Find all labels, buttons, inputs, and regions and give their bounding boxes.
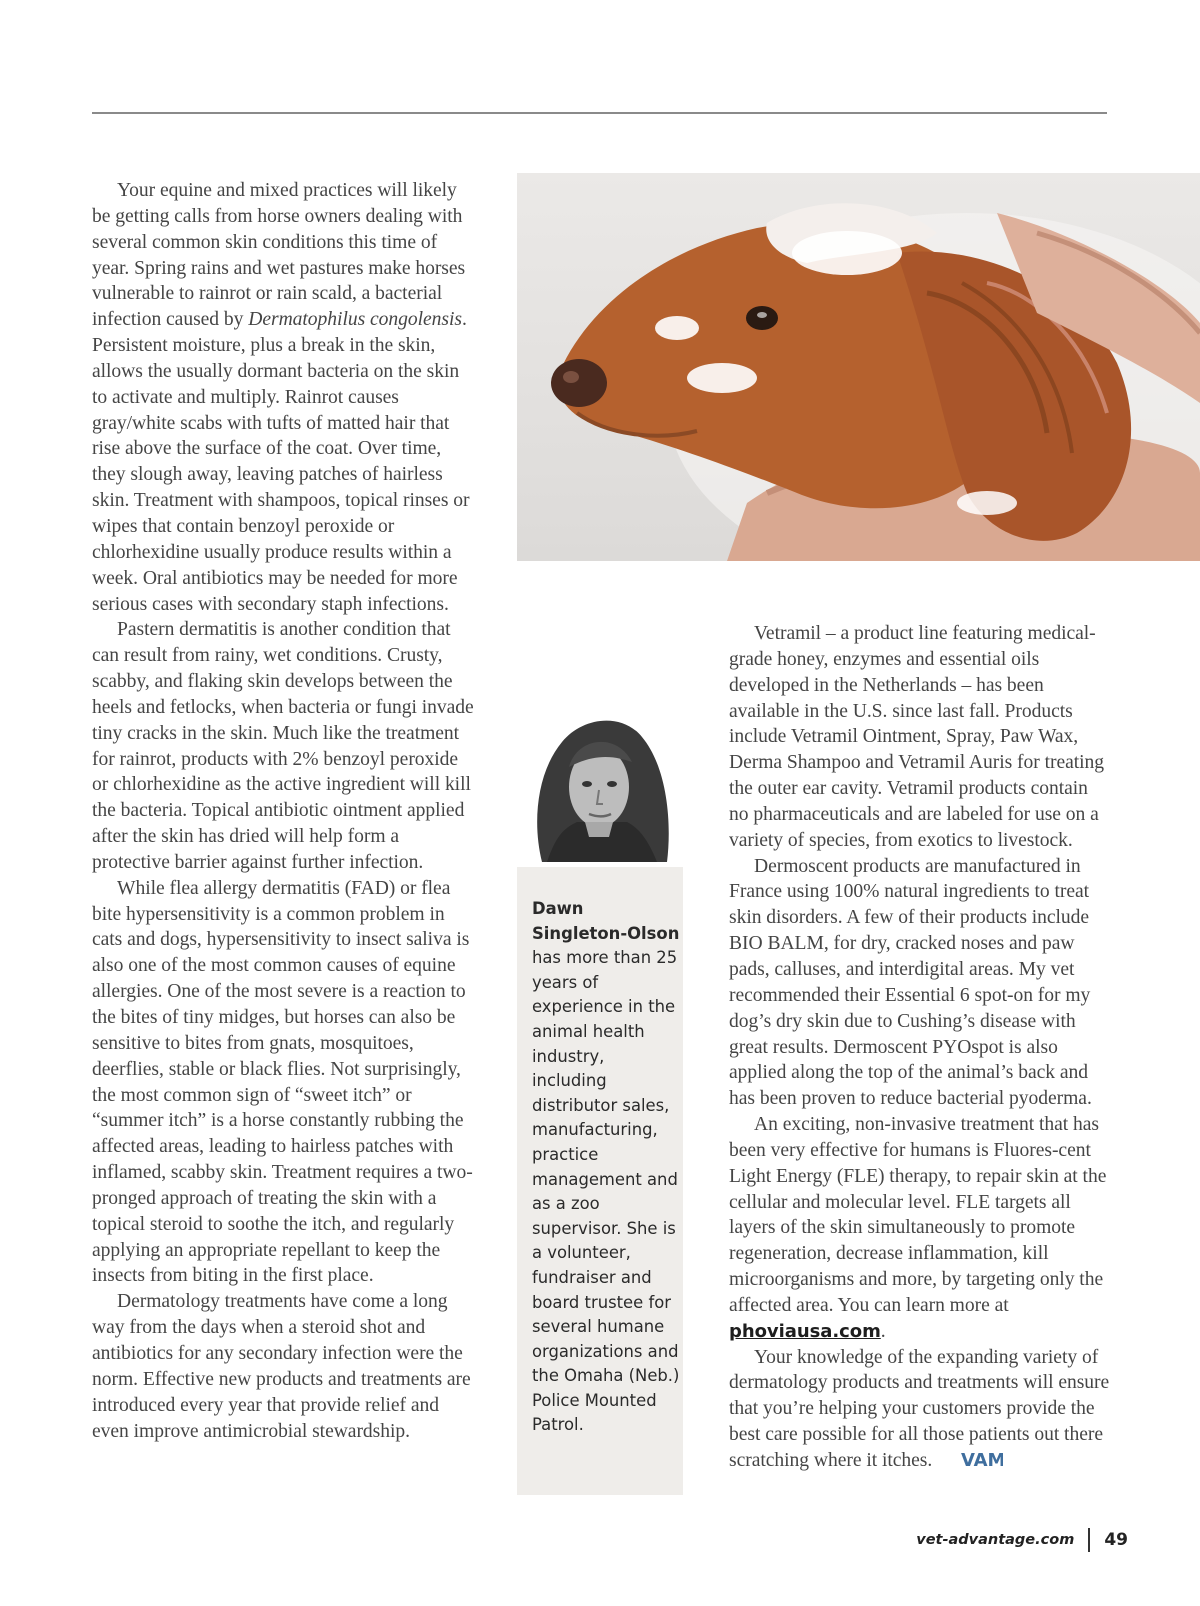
paragraph-vetramil: Vetramil – a product line featuring medical-grade honey, enzymes and essential oils developed in the Netherlands – has been available in the U.S. since last fall. Products include Vetramil Ointment, Spray, Paw Wax, Derma Shampoo and Vetramil Auris for treating the outer ear cavity. Vetramil products contain no pharmaceuticals and are labeled for use on a variety of species, from exotics to livestock. (729, 623, 1105, 851)
footer-site-url[interactable]: vet-advantage.com (916, 1532, 1075, 1548)
vam-end-logo (936, 1450, 1003, 1476)
bacteria-name-italic: Dermatophilus congolensis (248, 309, 462, 331)
paragraph-conclusion: Your knowledge of the expanding variety of dermatology products and treatments will ensure that you’re helping your customers provide the best care possible for all those patients out there scratching where it itches. VAM (729, 1345, 1111, 1476)
author-bio-text: has more than 25 years of experience in the animal health industry, including distributor sales, manufacturing, practice management and as a zoo supervisor. She is a volunteer, fundraiser and board trustee for several humane organizations and the Omaha (Neb.) Police Mounted Patrol. (532, 948, 680, 1435)
article-right-column (729, 621, 1111, 1476)
paragraph-pastern-dermatitis: Pastern dermatitis is another condition that can result from rainy, wet conditions. Crusty, scabby, and flaking skin develops between the heels and fetlocks, when bacteria or fungi invade tiny cracks in the skin. Much like the treatment for rainrot, products with 2% benzoyl peroxide or chlorhexidine as the active ingredient will kill the bacteria. Topical antibiotic ointment applied after the skin has dried will help form a protective barrier against further infection. (92, 619, 474, 873)
footer-divider (1088, 1528, 1090, 1552)
author-name: Dawn Singleton-Olson (532, 899, 680, 943)
author-headshot (517, 712, 680, 862)
article-left-column (92, 178, 474, 1444)
paragraph-fle-therapy: An exciting, non-invasive treatment that has been very effective for humans is Fluores-cent Light Energy (FLE) therapy, to repair skin at the cellular and molecular level. FLE targets all layers of the skin simultaneously to promote regeneration, decrease inflammation, kill microorganisms and more, by targeting only the affected area. You can learn more at phoviausa.com. (729, 1114, 1107, 1342)
phovia-link[interactable]: phoviausa.com (729, 1320, 881, 1342)
paragraph-rainrot: Your equine and mixed practices will likely be getting calls from horse owners dealing with several common skin conditions this time of year. Spring rains and wet pastures make horses vulnerable to rainrot or rain scald, a bacterial infection caused by Dermatophilus congolensis. Persistent moisture, plus a break in the skin, allows the usually dormant bacteria on the skin to activate and multiply. Rainrot causes gray/white scabs with tufts of matted hair that rise above the surface of the coat. Over time, they slough away, leaving patches of hairless skin. Treatment with shampoos, topical rinses or wipes that contain benzoyl peroxide or chlorhexidine usually produce results within a week. Oral antibiotics may be needed for more serious cases with secondary staph infections. (92, 180, 470, 615)
author-bio-box (517, 867, 683, 1495)
paragraph-dermoscent: Dermoscent products are manufactured in France using 100% natural ingredients to treat skin disorders. A few of their products include BIO BALM, for dry, cracked noses and paw pads, calluses, and interdigital areas. My vet recommended their Essential 6 spot-on for my dog’s dry skin due to Cushing’s disease with great results. Dermoscent PYOspot is also applied along the top of the animal’s back and has been proven to reduce bacterial pyoderma. (729, 855, 1092, 1110)
author-portrait-illustration (517, 712, 680, 862)
page-footer (916, 1527, 1128, 1553)
page-number: 49 (1104, 1530, 1128, 1550)
paragraph-dermatology-treatments: Dermatology treatments have come a long way from the days when a steroid shot and antibiotics for any secondary infection were the norm. Effective new products and treatments are introduced every year that provide relief and even improve antimicrobial stewardship. (92, 1291, 471, 1442)
vam-logo-text: VAM (961, 1450, 1004, 1468)
top-divider-rule (92, 112, 1107, 114)
dog-bath-illustration (517, 173, 1200, 561)
paragraph-insect-hypersensitivity: While flea allergy dermatitis (FAD) or flea bite hypersensitivity is a common problem in cats and dogs, hypersensitivity to insect saliva is also one of the most common causes of equine allergies. One of the most severe is a reaction to the bites of tiny midges, but horses can also be sensitive to bites from gnats, mosquitoes, deerflies, stable or black flies. Not surprisingly, the most common sign of “sweet itch” or “summer itch” is a horse constantly rubbing the affected areas, leading to hairless patches with inflamed, scabby skin. Treatment requires a two-pronged approach of treating the skin with a topical steroid to soothe the itch, and regularly applying an appropriate repellant to keep the insects from biting in the first place. (92, 877, 473, 1287)
dog-bath-photo (517, 173, 1200, 561)
